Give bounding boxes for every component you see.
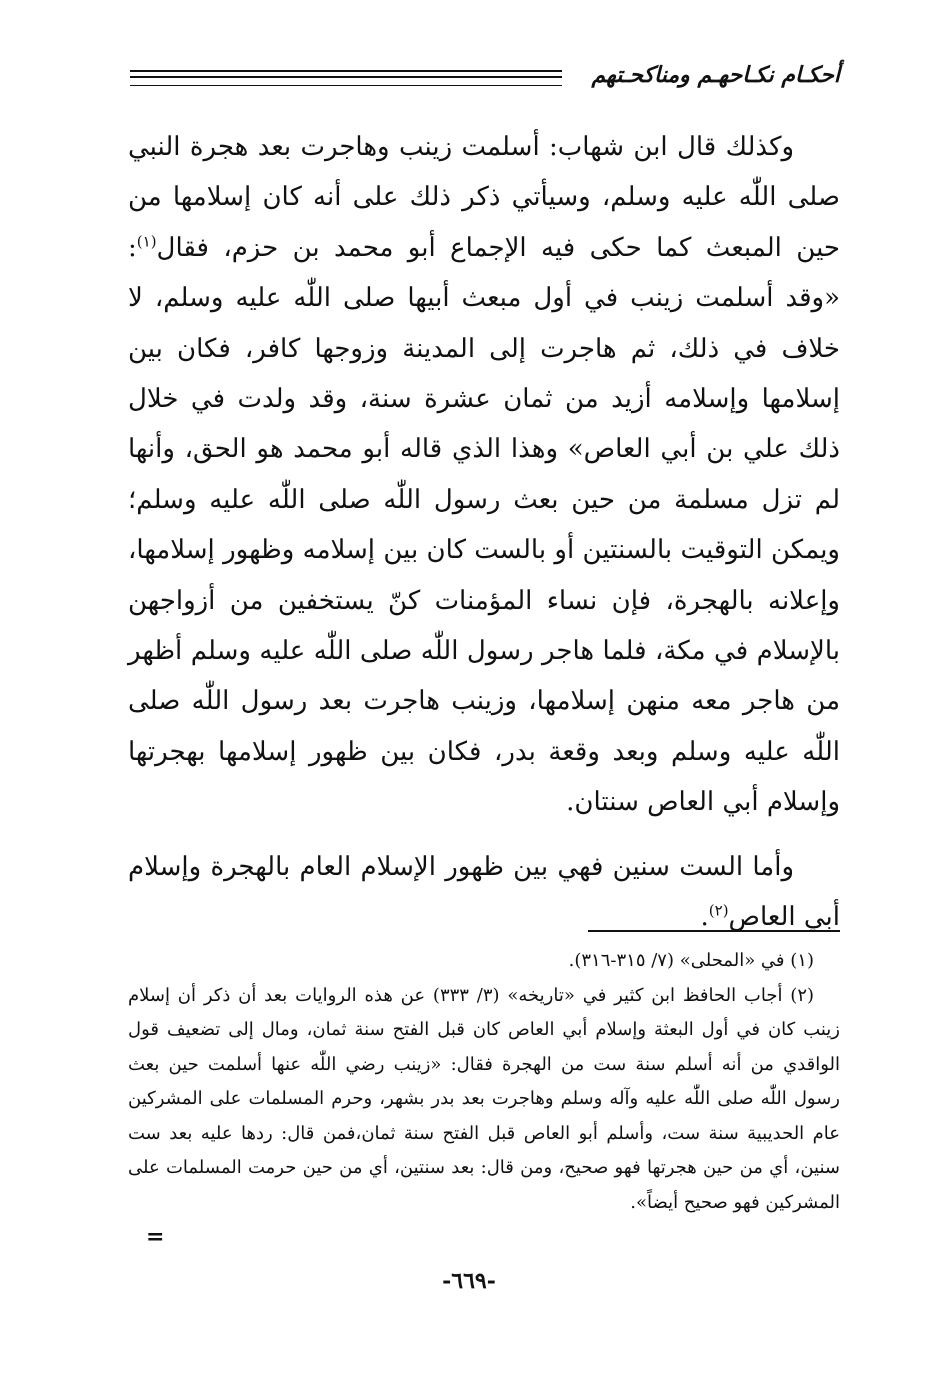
header-double-rule (130, 70, 562, 78)
footnote-ref-1: (١) (136, 232, 157, 251)
footnotes (128, 944, 840, 1220)
paragraph-1 (128, 122, 840, 828)
footnote-1: (١) في «المحلى» (٧/ ٣١٥-٣١٦). (568, 950, 814, 971)
paragraph-2-end: . (700, 902, 709, 933)
paragraph-1-start: وكذلك قال ابن شهاب: أسلمت زينب وهاجرت بعد هجرة النبي صلى اللّٰه عليه وسلم، وسيأتي ذكر ذلك على أنه كان إسلامها من حين المبعث كما حكى فيه الإجماع أبو محمد بن حزم، فقال (128, 132, 840, 263)
footnote-2: (٢) أجاب الحافظ ابن كثير في «تاريخه» (٣/ ٣٣٣) عن هذه الروايات بعد أن ذكر أن إسلام زينب كان في أول البعثة وإسلام أبي العاص كان قبل الفتح سنة ثمان، ومال إلى تضعيف قول الواقدي من أنه أسلم سنة ست من الهجرة فقال: «زينب رضي اللّٰه عنها أسلمت حين بعث رسول اللّٰه صلى اللّٰه عليه وآله وسلم وهاجرت بعد بدر بشهر، وحرم المسلمات على المشركين عام الحديبية سنة ست، وأسلم أبو العاص قبل الفتح سنة ثمان،فمن قال: ردها عليه بعد ست سنين، أي من حين هجرتها فهو صحيح، ومن قال: بعد سنتين، أي من حين حرمت المسلمات على المشركين فهو صحيح أيضاً». (128, 984, 840, 1213)
running-header (130, 58, 840, 98)
footnote-ref-2: (٢) (708, 901, 729, 920)
paragraph-1-rest: : «وقد أسلمت زينب في أول مبعث أبيها صلى اللّٰه عليه وسلم، لا خلاف في ذلك، ثم هاجرت إلى المدينة وزوجها كافر، فكان بين إسلامها وإسلامه أزيد من ثمان عشرة سنة، وقد ولدت في خلال ذلك علي بن أبي العاص» وهذا الذي قاله أبو محمد هو الحق، وأنها لم تزل مسلمة من حين بعث رسول اللّٰه صلى اللّٰه عليه وسلم؛ ويمكن التوقيت بالسنتين أو بالست كان بين إسلامه وظهور إسلامها، وإعلانه بالهجرة، فإن نساء المؤمنات كنّ يستخفين من أزواجهن بالإسلام في مكة، فلما هاجر رسول اللّٰه صلى اللّٰه عليه وسلم أظهر من هاجر معه منهن إسلامها، وزينب هاجرت بعد رسول اللّٰه صلى اللّٰه عليه وسلم وبعد وقعة بدر، فكان بين ظهور إسلامها بهجرتها وإسلام أبي العاص سنتان. (128, 232, 840, 818)
page-number: -٦٦٩- (442, 1268, 496, 1294)
footnote-continuation-mark: = (146, 1224, 165, 1250)
paragraph-2-text: وأما الست سنين فهي بين ظهور الإسلام العام بالهجرة وإسلام أبي العاص (128, 851, 840, 933)
main-text (128, 122, 840, 943)
paragraph-2 (128, 842, 840, 943)
header-bottom-rule (130, 85, 562, 86)
running-title: أحكـام نكـاحهـم ومناكحـتهم (591, 62, 840, 88)
footnote-separator (588, 930, 840, 932)
